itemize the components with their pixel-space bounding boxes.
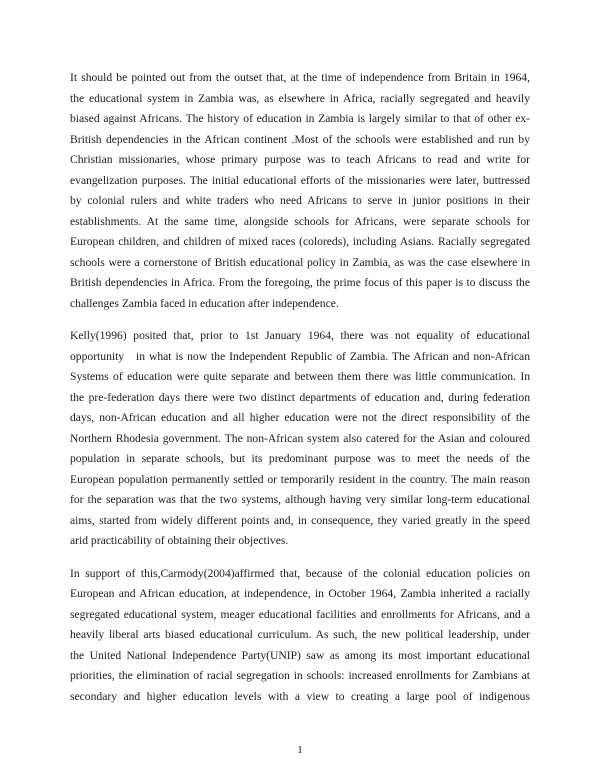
text-line: European population permanently settled or temporarily resident in the country. The main reason — [70, 472, 530, 486]
text-line: It should be pointed out from the outset that, at the time of independence from Britain in 1964, — [70, 71, 530, 84]
text-line: In support of this,Carmody(2004)affirmed that, because of the colonial education policies on — [70, 566, 530, 580]
paragraph-kelly — [70, 326, 530, 552]
text-line: days, non-African education and all higher education were not the direct responsibility of the — [70, 411, 530, 424]
text-line: schools were a cornerstone of British educational policy in Zambia, as was the case elsewhere in — [70, 255, 530, 269]
text-line: arid practicability of obtaining their objectives. — [70, 534, 289, 547]
text-line: Christian missionaries, whose primary purpose was to teach Africans to read and write for — [70, 153, 530, 166]
text-line: secondary and higher education levels with a view to creating a large pool of indigenous — [70, 689, 530, 703]
text-line: by colonial rulers and white traders who need Africans to serve in junior positions in their — [70, 194, 530, 207]
text-line: the pre-federation days there were two distinct departments of education and, during federation — [70, 390, 530, 404]
text-line: challenges Zambia faced in education after independence. — [70, 296, 339, 310]
paragraph-carmody — [70, 564, 530, 708]
text-line: segregated educational system, meager educational facilities and enrollments for Africans, and a — [70, 607, 530, 621]
text-line: Kelly(1996) posited that, prior to 1st January 1964, there was not equality of educational — [70, 329, 530, 342]
paragraph-intro — [70, 68, 530, 314]
text-line: Systems of education were quite separate and between them there was little communication. In — [70, 370, 530, 383]
text-line: Northern Rhodesia government. The non-African system also catered for the Asian and coloured — [70, 431, 530, 445]
text-line: European children, and children of mixed races (coloreds), including Asians. Racially segregated — [70, 235, 530, 248]
text-line: for the separation was that the two systems, although having very similar long-term educational — [70, 493, 530, 506]
text-line: evangelization purposes. The initial educational efforts of the missionaries were later, buttressed — [70, 173, 530, 187]
text-line: heavily liberal arts biased educational curriculum. As such, the new political leadership, under — [70, 628, 530, 641]
text-line: establishments. At the same time, alongside schools for Africans, were separate schools for — [70, 214, 530, 228]
text-line: aims, started from widely different points and, in consequence, they varied greatly in the speed — [70, 513, 530, 527]
text-line: the educational system in Zambia was, as elsewhere in Africa, racially segregated and heavily — [70, 91, 530, 105]
text-line: British dependencies in Africa. From the foregoing, the prime focus of this paper is to discuss the — [70, 276, 530, 289]
page-number: 1 — [297, 744, 303, 756]
text-line: British dependencies in the African continent .Most of the schools were established and run by — [70, 132, 530, 146]
text-line: European and African education, at independence, in October 1964, Zambia inherited a racially — [70, 587, 530, 600]
text-line: priorities, the elimination of racial segregation in schools: increased enrollments for Zambians at — [70, 669, 530, 682]
text-line: the United National Independence Party(UNIP) saw as among its most important educational — [70, 648, 530, 662]
body-text — [70, 68, 530, 719]
text-line: opportunity in what is now the Independent Republic of Zambia. The African and non-African — [70, 349, 530, 363]
text-line: population in separate schools, but its predominant purpose was to meet the needs of the — [70, 452, 530, 465]
text-line: biased against Africans. The history of education in Zambia is largely similar to that of other ex- — [70, 112, 530, 125]
